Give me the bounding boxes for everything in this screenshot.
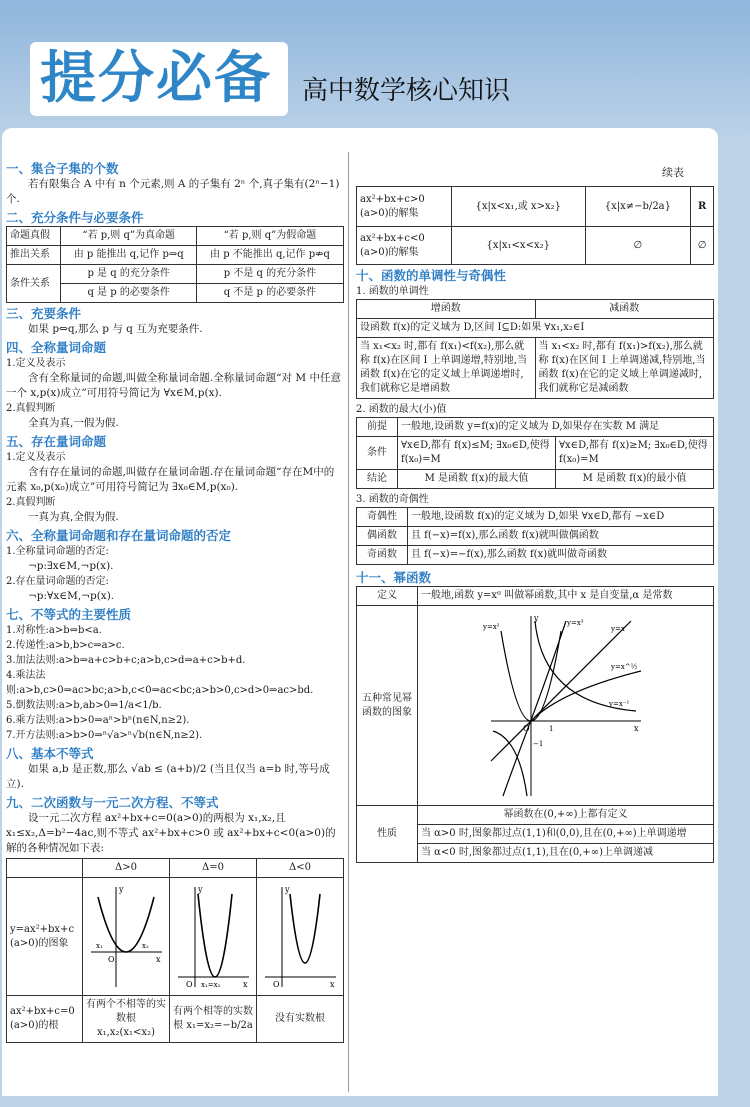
cell: 当 x₁<x₂ 时,都有 f(x₁)>f(x₂),那么就称 f(x)在区间 I 上单调递减,特别地,当函数 f(x)在它的定义域上单调递减时,我们就称它是减函数 bbox=[535, 338, 714, 399]
cell: 条件关系 bbox=[7, 265, 61, 303]
list-item: 1.对称性:a>b⇔b<a. bbox=[6, 625, 102, 636]
cell: 设函数 f(x)的定义域为 D,区间 I⊆D:如果 ∀x₁,x₂∈I bbox=[357, 319, 714, 338]
parabola-one-root-graph bbox=[173, 882, 253, 992]
cell: q 不是 p 的必要条件 bbox=[196, 284, 343, 303]
curve-label: y=x² bbox=[482, 622, 500, 631]
section-title: 六、全称量词命题和存在量词命题的否定 bbox=[6, 528, 232, 543]
banner-title: 提分必备 bbox=[40, 46, 272, 111]
cell: 且 f(−x)=−f(x),那么函数 f(x)就叫做奇函数 bbox=[408, 546, 714, 565]
axis-y-label: y bbox=[198, 884, 203, 894]
cell: ∅ bbox=[691, 227, 714, 265]
cell: 没有实数根 bbox=[257, 996, 344, 1043]
root-label: x₁ bbox=[96, 941, 103, 950]
cell: 幂函数在(0,+∞)上都有定义 bbox=[418, 806, 714, 825]
sub-heading: 3. 函数的奇偶性 bbox=[356, 494, 429, 505]
paragraph: 如果 p⇔q,那么 p 与 q 互为充要条件. bbox=[28, 323, 203, 335]
cell: ax²+bx+c<0 (a>0)的解集 bbox=[357, 227, 452, 265]
paragraph: 含有全称量词的命题,叫做全称量词命题.全称量词命题“对 M 中任意一个 x,p(x)成立”可用符号简记为 ∀x∈M,p(x). bbox=[6, 372, 341, 399]
paragraph: ¬p:∀x∈M,¬p(x). bbox=[28, 590, 115, 602]
axis-x-label: x bbox=[243, 979, 248, 989]
cell: 有两个相等的实数根 x₁=x₂=−b/2a bbox=[170, 996, 257, 1043]
cell: 当 α<0 时,图象都过点(1,1),且在(0,+∞)上单调递减 bbox=[418, 844, 714, 863]
max-min-table bbox=[356, 417, 714, 489]
continued-label: 续表 bbox=[662, 166, 684, 179]
cell: 由 p 不能推出 q,记作 p⇏q bbox=[196, 246, 343, 265]
cell: ∀x∈D,都有 f(x)≤M; ∃x₀∈D,使得 f(x₀)=M bbox=[398, 437, 556, 470]
sub-heading: 1.定义及表示 bbox=[6, 358, 66, 369]
cell: 减函数 bbox=[535, 300, 714, 319]
left-column bbox=[6, 158, 344, 1043]
graph-cell bbox=[83, 878, 170, 996]
graph-cell bbox=[170, 878, 257, 996]
axis-x-label: x bbox=[156, 954, 161, 964]
paragraph: 如果 a,b 是正数,那么 √ab ≤ (a+b)/2 (当且仅当 a=b 时,等号成立). bbox=[6, 763, 330, 790]
section-title: 二、充分条件与必要条件 bbox=[6, 210, 144, 225]
section-title: 八、基本不等式 bbox=[6, 746, 94, 761]
list-item: 7.开方法则:a>b>0⇒ⁿ√a>ⁿ√b(n∈N,n≥2). bbox=[6, 730, 203, 741]
cell: M 是函数 f(x)的最大值 bbox=[398, 470, 556, 489]
cell: {x|x<x₁,或 x>x₂} bbox=[452, 187, 586, 227]
conditions-table bbox=[6, 226, 344, 303]
cell: R bbox=[691, 187, 714, 227]
paragraph: 全真为真,一假为假. bbox=[28, 417, 119, 429]
parity-table bbox=[356, 507, 714, 565]
cell: 结论 bbox=[357, 470, 398, 489]
power-functions-graph bbox=[481, 611, 651, 801]
cell: 推出关系 bbox=[7, 246, 61, 265]
sub-heading: 2.真假判断 bbox=[6, 497, 56, 508]
cell: 增函数 bbox=[357, 300, 536, 319]
paragraph: 若有限集合 A 中有 n 个元素,则 A 的子集有 2ⁿ 个,真子集有(2ⁿ−1)个. bbox=[6, 178, 340, 205]
graph-cell bbox=[418, 606, 714, 806]
origin-label: O bbox=[273, 979, 280, 989]
sub-heading: 1.定义及表示 bbox=[6, 452, 66, 463]
list-item: 6.乘方法则:a>b>0⇒aⁿ>bⁿ(n∈N,n≥2). bbox=[6, 715, 190, 726]
section-title: 五、存在量词命题 bbox=[6, 434, 107, 449]
origin-label: O bbox=[522, 723, 530, 733]
list-item: 2.传递性:a>b,b>c⇒a>c. bbox=[6, 640, 125, 651]
cell: 且 f(−x)=f(x),那么函数 f(x)就叫做偶函数 bbox=[408, 527, 714, 546]
cell: y=ax²+bx+c (a>0)的图象 bbox=[7, 878, 83, 996]
cell: “若 p,则 q”为真命题 bbox=[61, 227, 196, 246]
cell: 性质 bbox=[357, 806, 418, 863]
sub-heading: 1.全称量词命题的否定: bbox=[6, 546, 109, 557]
sub-heading: 1. 函数的单调性 bbox=[356, 286, 429, 297]
cell: 当 x₁<x₂ 时,都有 f(x₁)<f(x₂),那么就称 f(x)在区间 I 上单调递增,特别地,当函数 f(x)在它的定义域上单调递增时,我们就称它是增函数 bbox=[357, 338, 536, 399]
page-subtitle: 高中数学核心知识 bbox=[302, 76, 511, 106]
list-item: 3.加法法则:a>b⇒a+c>b+c;a>b,c>d⇒a+c>b+d. bbox=[6, 655, 246, 666]
cell: ∀x∈D,都有 f(x)≥M; ∃x₀∈D,使得 f(x₀)=M bbox=[556, 437, 714, 470]
paragraph: ¬p:∃x∈M,¬p(x). bbox=[28, 560, 114, 572]
tick-label: −1 bbox=[532, 739, 543, 748]
sub-heading: 2.存在量词命题的否定: bbox=[6, 576, 109, 587]
cell: p 不是 q 的充分条件 bbox=[196, 265, 343, 284]
cell: 命题真假 bbox=[7, 227, 61, 246]
cell: 前提 bbox=[357, 418, 398, 437]
sub-heading: 2. 函数的最大(小)值 bbox=[356, 404, 447, 415]
cell: 条件 bbox=[357, 437, 398, 470]
list-item: 4.乘法法则:a>b,c>0⇒ac>bc;a>b,c<0⇒ac<bc;a>b>0,c>d>0⇒ac>bd. bbox=[6, 670, 314, 696]
cell bbox=[7, 859, 83, 878]
cell: Δ<0 bbox=[257, 859, 344, 878]
axis-y-label: y bbox=[285, 884, 290, 894]
cell: 一般地,设函数 y=f(x)的定义域为 D,如果存在实数 M 满足 bbox=[398, 418, 714, 437]
curve-label: y=x bbox=[610, 624, 625, 633]
section-title: 一、集合子集的个数 bbox=[6, 161, 119, 176]
axis-y-label: y bbox=[533, 613, 539, 623]
sub-heading: 2.真假判断 bbox=[6, 403, 56, 414]
cell: 由 p 能推出 q,记作 p⇒q bbox=[61, 246, 196, 265]
cell: ax²+bx+c=0 (a>0)的根 bbox=[7, 996, 83, 1043]
section-title: 十、函数的单调性与奇偶性 bbox=[356, 268, 507, 283]
axis-x-label: x bbox=[330, 979, 335, 989]
right-column bbox=[356, 186, 714, 863]
tick-label: 1 bbox=[548, 724, 553, 733]
cell: 定义 bbox=[357, 587, 418, 606]
section-title: 四、全称量词命题 bbox=[6, 340, 107, 355]
cell: q 是 p 的必要条件 bbox=[61, 284, 196, 303]
cell: 五种常见幂函数的图象 bbox=[357, 606, 418, 806]
root-label: x₁=x₂ bbox=[201, 980, 221, 989]
page-sheet bbox=[2, 128, 718, 1096]
paragraph: 一真为真,全假为假. bbox=[28, 511, 119, 523]
paragraph: 含有存在量词的命题,叫做存在量词命题.存在量词命题“存在M中的元素 x₀,p(x₀)成立”可用符号简记为 ∃x₀∈M,p(x₀). bbox=[6, 466, 335, 493]
cell: ax²+bx+c>0 (a>0)的解集 bbox=[357, 187, 452, 227]
curve-label: y=x⁻¹ bbox=[608, 699, 629, 708]
section-title: 七、不等式的主要性质 bbox=[6, 607, 132, 622]
cell: ∅ bbox=[585, 227, 691, 265]
section-title: 十一、幂函数 bbox=[356, 570, 432, 585]
parabola-no-root-graph bbox=[260, 882, 340, 992]
section-title: 三、充要条件 bbox=[6, 306, 82, 321]
cell: {x|x≠−b/2a} bbox=[585, 187, 691, 227]
paragraph: 设一元二次方程 ax²+bx+c=0(a>0)的两根为 x₁,x₂,且 x₁≤x₂,Δ=b²−4ac,则不等式 ax²+bx+c>0 或 ax²+bx+c<0(a>0)的解的各种情况如下表: bbox=[6, 812, 336, 854]
column-divider bbox=[348, 152, 349, 1092]
axis-y-label: y bbox=[119, 884, 124, 894]
cell: 一般地,设函数 f(x)的定义域为 D,如果 ∀x∈D,都有 −x∈D bbox=[408, 508, 714, 527]
cell: 偶函数 bbox=[357, 527, 408, 546]
axis-x-label: x bbox=[633, 723, 639, 733]
solution-set-table bbox=[356, 186, 714, 265]
curve-label: y=x³ bbox=[566, 618, 584, 627]
cell: M 是函数 f(x)的最小值 bbox=[556, 470, 714, 489]
cell: 一般地,函数 y=xᵅ 叫做幂函数,其中 x 是自变量,α 是常数 bbox=[418, 587, 714, 606]
section-title: 九、二次函数与一元二次方程、不等式 bbox=[6, 795, 219, 810]
curve-label: y=x^½ bbox=[610, 662, 637, 671]
cell: Δ=0 bbox=[170, 859, 257, 878]
cell: 奇函数 bbox=[357, 546, 408, 565]
list-item: 5.倒数法则:a>b,ab>0⇒1/a<1/b. bbox=[6, 700, 162, 711]
parabola-two-roots-graph bbox=[86, 882, 166, 992]
root-label: x₂ bbox=[142, 941, 149, 950]
origin-label: O bbox=[108, 954, 115, 964]
cell: 有两个不相等的实数根 x₁,x₂(x₁<x₂) bbox=[83, 996, 170, 1043]
cell: Δ>0 bbox=[83, 859, 170, 878]
cell: {x|x₁<x<x₂} bbox=[452, 227, 586, 265]
cell: 当 α>0 时,图象都过点(1,1)和(0,0),且在(0,+∞)上单调递增 bbox=[418, 825, 714, 844]
monotonicity-table bbox=[356, 299, 714, 399]
cell: “若 p,则 q”为假命题 bbox=[196, 227, 343, 246]
graph-cell bbox=[257, 878, 344, 996]
power-function-table bbox=[356, 586, 714, 863]
origin-label: O bbox=[186, 979, 193, 989]
quadratic-table bbox=[6, 858, 344, 1043]
cell: 奇偶性 bbox=[357, 508, 408, 527]
cell: p 是 q 的充分条件 bbox=[61, 265, 196, 284]
